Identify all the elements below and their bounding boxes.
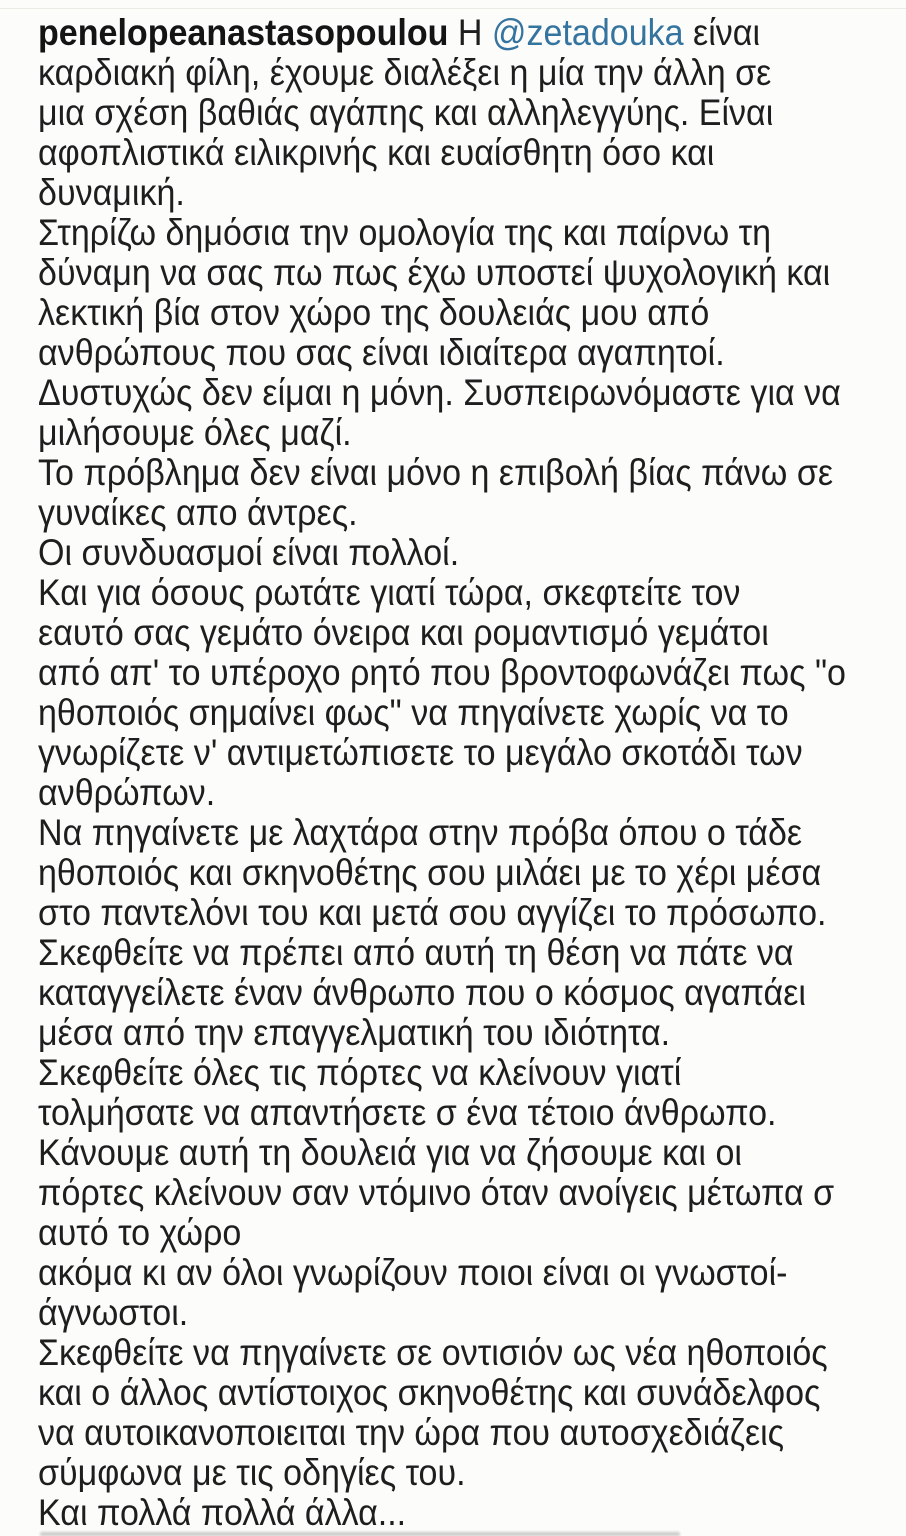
caption-line: εαυτό σας γεμάτο όνειρα και ρομαντισμό γεμάτοι (38, 612, 769, 653)
caption-first-line (38, 13, 827, 53)
caption-line: Και για όσους ρωτάτε γιατί τώρα, σκεφτείτε τον (38, 572, 741, 613)
caption-line: αφοπλιστικά ειλικρινής και ευαίσθητη όσο και (38, 132, 715, 173)
caption-line: πόρτες κλείνουν σαν ντόμινο όταν ανοίγεις μέτωπα σ (38, 1172, 835, 1213)
caption-line: Δυστυχώς δεν είμαι η μόνη. Συσπειρωνόμαστε για να (38, 372, 841, 413)
cropped-next-line (40, 1532, 680, 1536)
caption-line: καρδιακή φίλη, έχουμε διαλέξει η μία την άλλη σε (38, 52, 772, 93)
caption-line: στο παντελόνι του και μετά σου αγγίζει το πρόσωπο. (38, 892, 827, 933)
caption-line: Το πρόβλημα δεν είναι μόνο η επιβολή βίας πάνω σε (38, 452, 834, 493)
caption-lines (38, 53, 896, 1533)
caption-line: άγνωστοι. (38, 1292, 189, 1333)
caption-line: από απ' το υπέροχο ρητό που βροντοφωνάζει πως "ο (38, 652, 846, 693)
caption-line: ανθρώπους που σας είναι ιδιαίτερα αγαπητοί. (38, 332, 725, 373)
mention-link[interactable]: @zetadouka (491, 12, 684, 53)
caption-line: ηθοποιός και σκηνοθέτης σου μιλάει με το χέρι μέσα (38, 852, 822, 893)
caption-line: Οι συνδυασμοί είναι πολλοί. (38, 532, 460, 573)
caption-line: Σκεφθείτε όλες τις πόρτες να κλείνουν γιατί (38, 1052, 682, 1093)
caption-pre-mention: Η (448, 12, 492, 53)
caption-line: αυτό το χώρο (38, 1212, 242, 1253)
caption-line: Σκεφθείτε να πηγαίνετε σε οντισιόν ως νέα ηθοποιός (38, 1332, 828, 1373)
caption-line: ανθρώπων. (38, 772, 216, 813)
caption-head-tail: είναι (683, 12, 761, 53)
caption-line: τολμήσατε να απαντήσετε σ ένα τέτοιο άνθρωπο. (38, 1092, 777, 1133)
caption-line: δύναμη να σας πω πως έχω υποστεί ψυχολογική και (38, 252, 831, 293)
caption-line: λεκτική βία στον χώρο της δουλειάς μου από (38, 292, 710, 333)
caption-line: μιλήσουμε όλες μαζί. (38, 412, 352, 453)
username-link[interactable]: penelopeanastasopoulou (38, 12, 449, 53)
caption-line: ηθοποιός σημαίνει φως" να πηγαίνετε χωρίς να το (38, 692, 789, 733)
caption-line: δυναμική. (38, 172, 185, 213)
caption-line: Σκεφθείτε να πρέπει από αυτή τη θέση να πάτε να (38, 932, 794, 973)
caption-line: Στηρίζω δημόσια την ομολογία της και παίρνω τη (38, 212, 772, 253)
caption-line: Να πηγαίνετε με λαχτάρα στην πρόβα όπου ο τάδε (38, 812, 803, 853)
caption-line: γυναίκες απο άντρες. (38, 492, 358, 533)
top-divider (0, 8, 906, 9)
caption-line: μέσα από την επαγγελματική του ιδιότητα. (38, 1012, 671, 1053)
caption-line: σύμφωνα με τις οδηγίες του. (38, 1452, 466, 1493)
caption-line: Κάνουμε αυτή τη δουλειά για να ζήσουμε και οι (38, 1132, 742, 1173)
caption-line: και ο άλλος αντίστοιχος σκηνοθέτης και συνάδελφος (38, 1372, 821, 1413)
caption-line: Και πολλά πολλά άλλα... (38, 1492, 407, 1533)
caption-line: καταγγείλετε έναν άνθρωπο που ο κόσμος αγαπάει (38, 972, 806, 1013)
caption-line: να αυτοικανοποιειται την ώρα που αυτοσχεδιάζεις (38, 1412, 785, 1453)
caption-line: μια σχέση βαθιάς αγάπης και αλληλεγγύης. Είναι (38, 92, 774, 133)
post-caption (38, 13, 896, 1533)
caption-line: ακόμα κι αν όλοι γνωρίζουν ποιοι είναι οι γνωστοί- (38, 1252, 788, 1293)
caption-line: γνωρίζετε ν' αντιμετώπισετε το μεγάλο σκοτάδι των (38, 732, 803, 773)
